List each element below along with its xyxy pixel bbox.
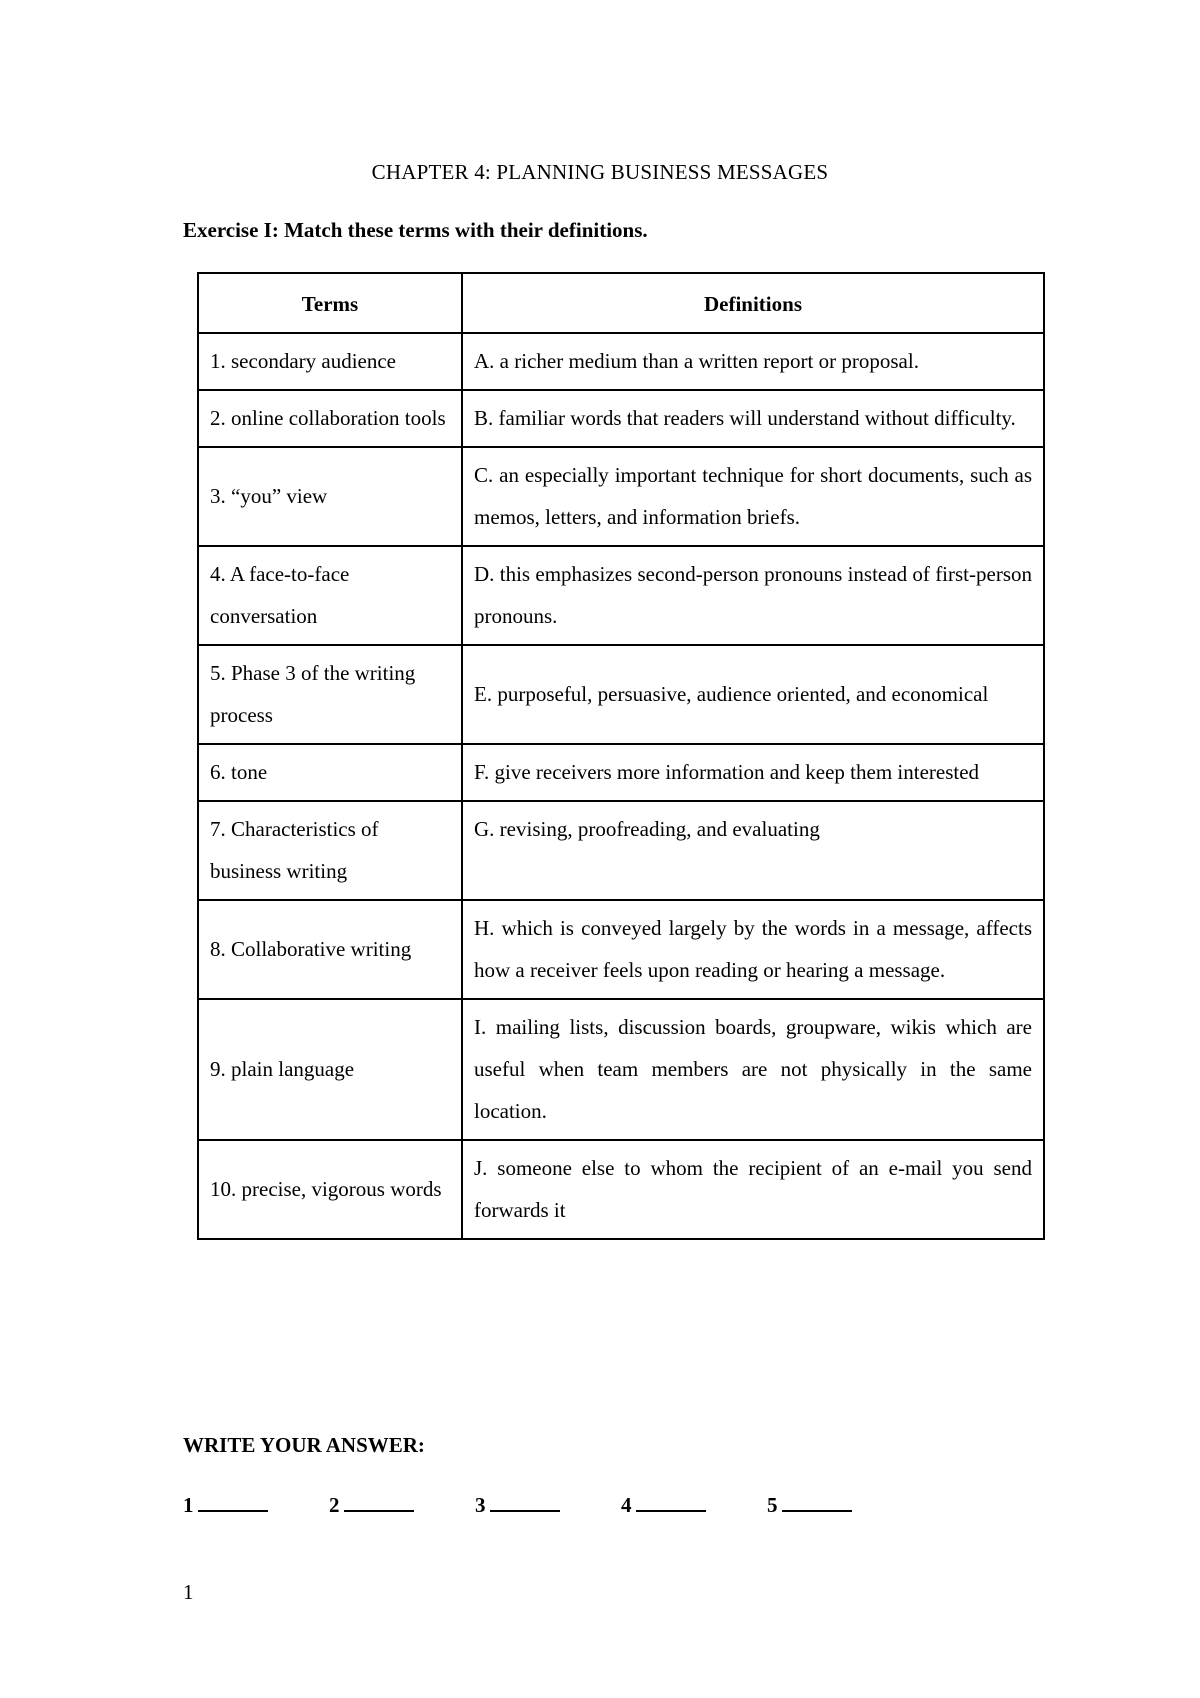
answer-blanks [183, 1490, 913, 1518]
answer-heading: WRITE YOUR ANSWER: [183, 1433, 425, 1457]
answer-item [767, 1490, 913, 1518]
answer-blank[interactable] [782, 1490, 852, 1512]
page-title: CHAPTER 4: PLANNING BUSINESS MESSAGES [371, 160, 829, 184]
definition-cell: F. give receivers more information and keep them interested [462, 744, 1044, 801]
table-row [198, 900, 1044, 999]
answer-number: 3 [475, 1493, 486, 1517]
term-cell: 7. Characteristics of business writing [198, 801, 462, 900]
term-cell: 3. “you” view [198, 447, 462, 546]
definition-cell: J. someone else to whom the recipient of an e-mail you send forwards it [462, 1140, 1044, 1239]
answer-item [621, 1490, 767, 1518]
answer-blank[interactable] [198, 1490, 268, 1512]
answer-blank[interactable] [636, 1490, 706, 1512]
answer-blank[interactable] [490, 1490, 560, 1512]
term-cell: 1. secondary audience [198, 333, 462, 390]
table-row [198, 447, 1044, 546]
table-header-row [198, 273, 1044, 333]
terms-column-header: Terms [198, 273, 462, 333]
definition-cell: E. purposeful, persuasive, audience oriented, and economical [462, 645, 1044, 744]
answer-number: 2 [329, 1493, 340, 1517]
answer-item [475, 1490, 621, 1518]
answer-number: 4 [621, 1493, 632, 1517]
table-row [198, 801, 1044, 900]
term-cell: 9. plain language [198, 999, 462, 1140]
term-cell: 4. A face-to-face conversation [198, 546, 462, 645]
exercise-heading: Exercise I: Match these terms with their definitions. [183, 218, 648, 242]
table-row [198, 390, 1044, 447]
term-cell: 10. precise, vigorous words [198, 1140, 462, 1239]
page-number: 1 [183, 1580, 194, 1604]
definition-cell: A. a richer medium than a written report or proposal. [462, 333, 1044, 390]
definition-cell: C. an especially important technique for short documents, such as memos, letters, and information briefs. [462, 447, 1044, 546]
answer-number: 5 [767, 1493, 778, 1517]
definition-cell: I. mailing lists, discussion boards, groupware, wikis which are useful when team members are not physically in the same location. [462, 999, 1044, 1140]
answer-number: 1 [183, 1493, 194, 1517]
answer-item [183, 1490, 329, 1518]
matching-table [197, 272, 1045, 1240]
definition-cell: D. this emphasizes second-person pronouns instead of first-person pronouns. [462, 546, 1044, 645]
table-row [198, 1140, 1044, 1239]
table-row [198, 333, 1044, 390]
definition-cell: H. which is conveyed largely by the words in a message, affects how a receiver feels upon reading or hearing a message. [462, 900, 1044, 999]
term-cell: 6. tone [198, 744, 462, 801]
definition-cell: G. revising, proofreading, and evaluating [462, 801, 1044, 900]
term-cell: 8. Collaborative writing [198, 900, 462, 999]
answer-item [329, 1490, 475, 1518]
answer-blank[interactable] [344, 1490, 414, 1512]
table-row [198, 645, 1044, 744]
table-row [198, 744, 1044, 801]
definition-cell: B. familiar words that readers will understand without difficulty. [462, 390, 1044, 447]
table-row [198, 999, 1044, 1140]
term-cell: 5. Phase 3 of the writing process [198, 645, 462, 744]
definitions-column-header: Definitions [462, 273, 1044, 333]
table-row [198, 546, 1044, 645]
term-cell: 2. online collaboration tools [198, 390, 462, 447]
